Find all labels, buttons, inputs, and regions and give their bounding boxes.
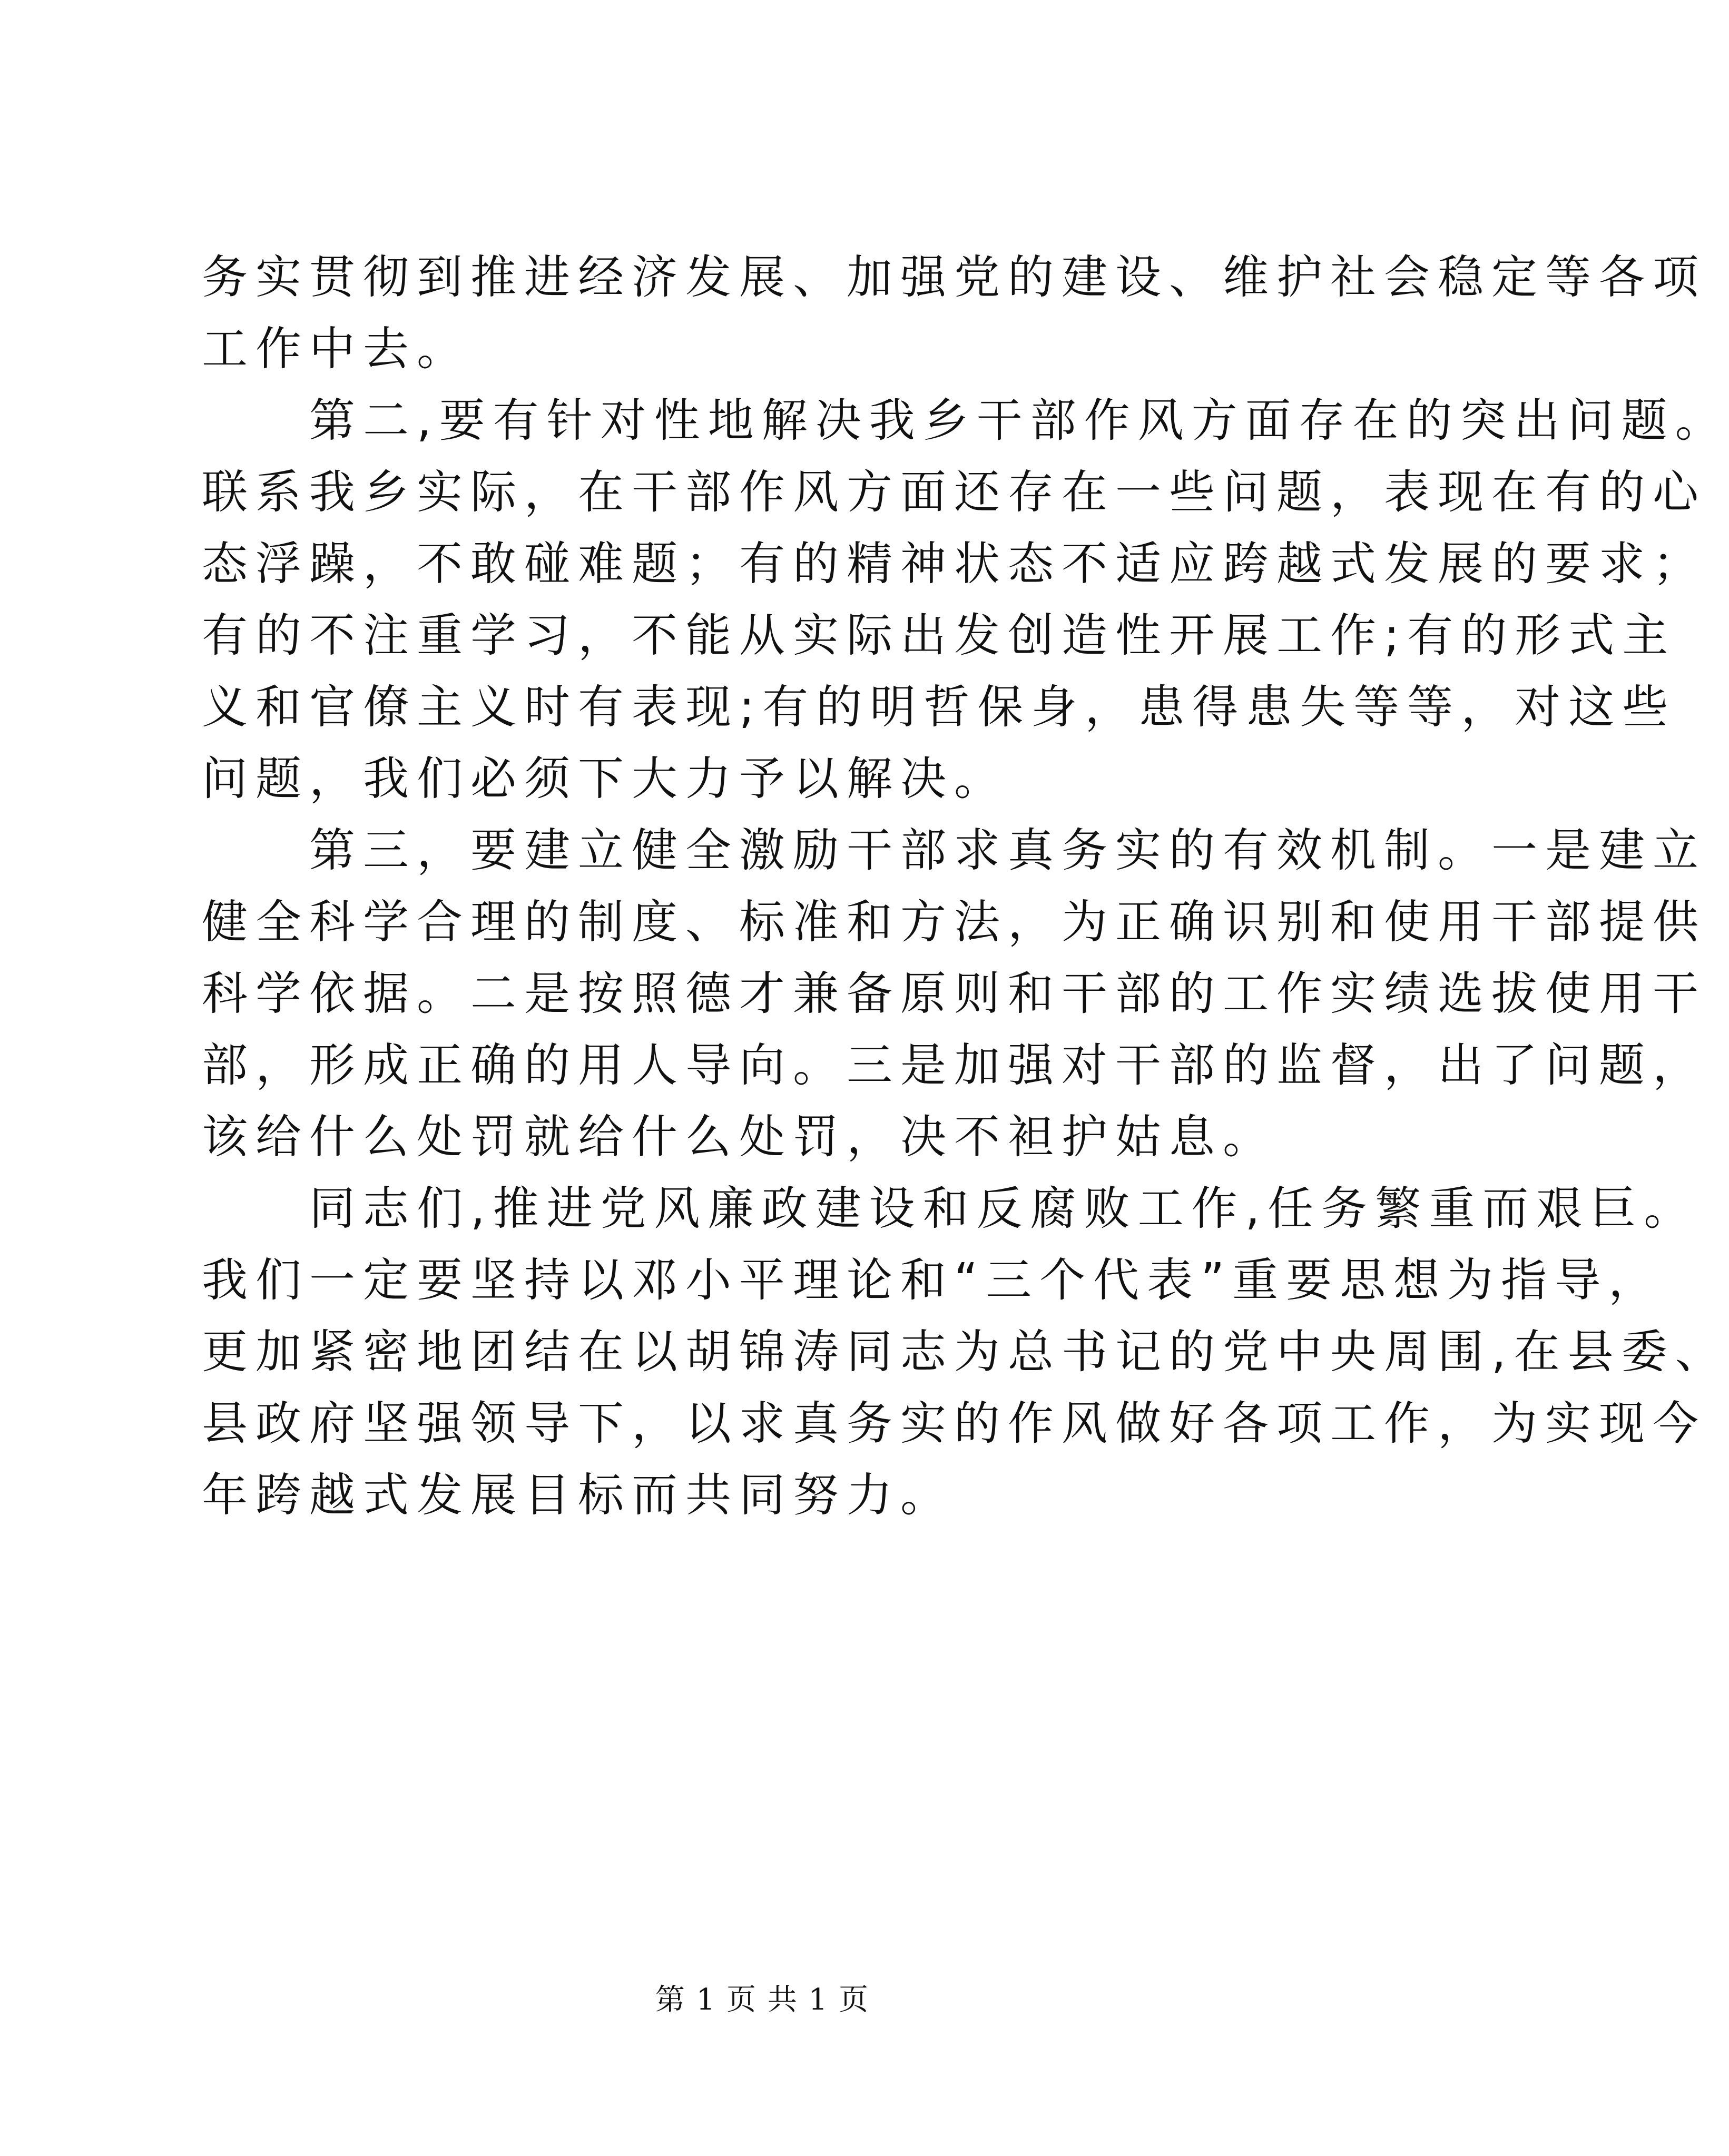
body-line: 年跨越式发展目标而共同努力。 [202,1468,954,1522]
body-line: 务实贯彻到推进经济发展、加强党的建设、维护社会稳定等各项 [202,250,1706,304]
body-line: 工作中去。 [202,322,470,376]
body-line: 态浮躁，不敢碰难题；有的精神状态不适应跨越式发展的要求； [202,537,1706,590]
body-line: 第三，要建立健全激励干部求真务实的有效机制。一是建立 [202,823,1706,877]
body-line: 同志们,推进党风廉政建设和反腐败工作,任务繁重而艰巨。 [202,1182,1698,1235]
body-line: 问题，我们必须下大力予以解决。 [202,752,1008,805]
body-line: 科学依据。二是按照德才兼备原则和干部的工作实绩选拔使用干 [202,967,1706,1020]
page-number-label: 第 1 页 共 1 页 [655,1983,870,2017]
body-line: 健全科学合理的制度、标准和方法，为正确识别和使用干部提供 [202,895,1706,949]
body-line: 有的不注重学习，不能从实际出发创造性开展工作;有的形式主 [202,608,1676,662]
body-line: 部，形成正确的用人导向。三是加强对干部的监督，出了问题， [202,1038,1706,1092]
body-line: 我们一定要坚持以邓小平理论和“三个代表”重要思想为指导， [202,1253,1663,1307]
body-line: 县政府坚强领导下，以求真务实的作风做好各项工作，为实现今 [202,1396,1706,1450]
body-line: 联系我乡实际，在干部作风方面还存在一些问题，表现在有的心 [202,465,1706,519]
body-line: 该给什么处罚就给什么处罚，决不袒护姑息。 [202,1110,1276,1164]
body-line: 更加紧密地团结在以胡锦涛同志为总书记的党中央周围,在县委、 [202,1325,1729,1379]
body-line: 第二,要有针对性地解决我乡干部作风方面存在的突出问题。 [202,393,1729,447]
page-footer [0,1982,1525,2019]
document-body [202,241,1729,1531]
body-line: 义和官僚主义时有表现;有的明哲保身，患得患失等等，对这些 [202,680,1676,734]
